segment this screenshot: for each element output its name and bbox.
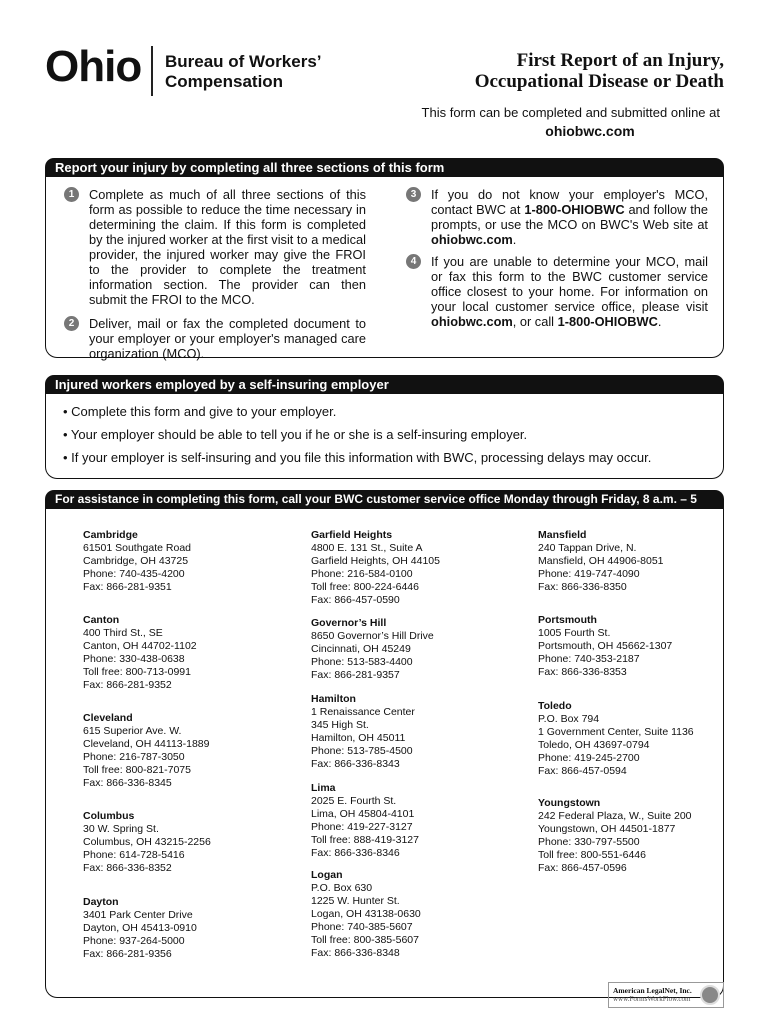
office-detail-line: Phone: 216-584-0100: [311, 568, 413, 580]
office-name: Logan: [311, 869, 343, 881]
office-detail-line: P.O. Box 630: [311, 882, 373, 894]
office-entry: [83, 614, 197, 692]
office-detail-line: Fax: 866-281-9357: [311, 669, 400, 681]
section-report-injury: [45, 158, 724, 361]
section-heading: For assistance in completing this form, call your BWC customer service office Monday through Friday, 8 a.m. – 5 p.m.: [45, 490, 724, 509]
office-detail-line: Fax: 866-281-9356: [83, 948, 172, 960]
office-name: Lima: [311, 782, 336, 794]
phone-number: 1-800-OHIOBWC: [524, 202, 625, 217]
office-detail-line: Phone: 419-227-3127: [311, 821, 413, 833]
instruction-text: If you are unable to determine your MCO, mail or fax this form to the BWC customer service office closest to your home. For information on your local customer service office, please visit: [431, 254, 708, 314]
office-name: Cleveland: [83, 712, 133, 724]
ohio-logo: Ohio: [45, 42, 142, 91]
office-detail-line: Cleveland, OH 44113-1889: [83, 738, 210, 750]
office-detail-line: Toll free: 800-224-6446: [311, 581, 419, 593]
office-detail-line: Phone: 330-797-5500: [538, 836, 640, 848]
office-detail-line: Phone: 513-583-4400: [311, 656, 413, 668]
office-detail-line: Fax: 866-457-0594: [538, 765, 627, 777]
office-entry: [83, 810, 211, 875]
office-detail-line: Toledo, OH 43697-0794: [538, 739, 650, 751]
phone-number: 1-800-OHIOBWC: [557, 314, 658, 329]
office-detail-line: Fax: 866-281-9351: [83, 581, 172, 593]
office-name: Garfield Heights: [311, 529, 393, 541]
office-detail-line: Garfield Heights, OH 44105: [311, 555, 440, 567]
office-detail-line: Fax: 866-336-8348: [311, 947, 400, 959]
office-entry: [311, 617, 434, 682]
website-link[interactable]: ohiobwc.com: [431, 232, 513, 247]
instruction-text: and follow the prompts, or use the MCO on BWC's Web site at: [431, 202, 708, 232]
office-detail-line: Phone: 937-264-5000: [83, 935, 185, 947]
section-heading: Report your injury by completing all three sections of this form: [45, 158, 724, 177]
instruction-text: , or call: [512, 314, 558, 329]
office-name: Mansfield: [538, 529, 587, 541]
office-detail-line: 615 Superior Ave. W.: [83, 725, 182, 737]
office-detail-line: Cambridge, OH 43725: [83, 555, 189, 567]
office-entry: [311, 782, 419, 860]
office-detail-line: Canton, OH 44702-1102: [83, 640, 197, 652]
office-detail-line: Logan, OH 43138-0630: [311, 908, 421, 920]
office-detail-line: Dayton, OH 45413-0910: [83, 922, 197, 934]
section-body: [45, 394, 724, 479]
office-detail-line: 1 Renaissance Center: [311, 706, 415, 718]
office-detail-line: 242 Federal Plaza, W., Suite 200: [538, 810, 692, 822]
footer-company: American LegalNet, Inc.: [613, 986, 692, 995]
office-entry: [311, 869, 421, 960]
office-detail-line: 1225 W. Hunter St.: [311, 895, 400, 907]
office-entry: [538, 700, 694, 778]
office-detail-line: Fax: 866-336-8345: [83, 777, 172, 789]
office-entry: [83, 896, 197, 961]
office-name: Cambridge: [83, 529, 138, 541]
office-name: Canton: [83, 614, 120, 626]
office-detail-line: Fax: 866-336-8350: [538, 581, 627, 593]
office-detail-line: Toll free: 800-713-0991: [83, 666, 191, 678]
instruction-item-4: [406, 254, 708, 329]
office-detail-line: 4800 E. 131 St., Suite A: [311, 542, 423, 554]
website-link[interactable]: ohiobwc.com: [431, 314, 513, 329]
office-detail-line: Fax: 866-336-8346: [311, 847, 400, 859]
office-detail-line: Lima, OH 45804-4101: [311, 808, 415, 820]
office-name: Dayton: [83, 896, 119, 908]
office-detail-line: Columbus, OH 43215-2256: [83, 836, 211, 848]
online-text: This form can be completed and submitted online at: [421, 105, 720, 120]
office-entry: [83, 529, 191, 594]
bullet-item: • If your employer is self-insuring and you file this information with BWC, processing delays may occur.: [63, 450, 652, 465]
office-detail-line: 345 High St.: [311, 719, 369, 731]
office-name: Toledo: [538, 700, 572, 712]
office-detail-line: Fax: 866-336-8352: [83, 862, 172, 874]
office-detail-line: Toll free: 800-551-6446: [538, 849, 646, 861]
section-body: [45, 509, 724, 998]
office-entry: [538, 797, 692, 875]
instruction-text: Complete as much of all three sections of this form as possible to reduce the time necessary in determining the claim. If this form is completed by the injured worker at the first visit to a medical provider, the injured worker may give the FROI to the provider to complete the treatment information section. The provider can then submit the FROI to the MCO.: [89, 187, 366, 307]
office-detail-line: Fax: 866-336-8353: [538, 666, 627, 678]
office-detail-line: Phone: 216-787-3050: [83, 751, 185, 763]
section-customer-service-offices: [45, 490, 724, 998]
instruction-text: .: [657, 314, 662, 329]
office-detail-line: Phone: 740-353-2187: [538, 653, 640, 665]
office-detail-line: 3401 Park Center Drive: [83, 909, 193, 921]
step-number-badge: 3: [406, 187, 421, 202]
office-detail-line: Fax: 866-457-0590: [311, 594, 400, 606]
office-detail-line: Phone: 740-385-5607: [311, 921, 413, 933]
office-detail-line: 1005 Fourth St.: [538, 627, 611, 639]
bullet-item: • Your employer should be able to tell you if he or she is a self-insuring employer.: [63, 427, 528, 442]
instruction-text: If you do not know your employer's MCO, contact BWC at: [431, 187, 708, 217]
office-detail-line: Phone: 614-728-5416: [83, 849, 185, 861]
logo-divider: [151, 46, 153, 96]
office-name: Hamilton: [311, 693, 356, 705]
office-name: Youngstown: [538, 797, 601, 809]
form-title-line-1: First Report of an Injury,: [516, 50, 724, 71]
office-name: Columbus: [83, 810, 135, 822]
office-detail-line: Youngstown, OH 44501-1877: [538, 823, 676, 835]
office-detail-line: Cincinnati, OH 45249: [311, 643, 411, 655]
office-detail-line: Phone: 330-438-0638: [83, 653, 185, 665]
office-name: Governor’s Hill: [311, 617, 387, 629]
office-detail-line: Phone: 513-785-4500: [311, 745, 413, 757]
instruction-item-3: [406, 187, 708, 247]
office-detail-line: Toll free: 800-821-7075: [83, 764, 191, 776]
office-entry: [538, 614, 672, 679]
step-number-badge: 2: [64, 316, 79, 331]
office-entry: [311, 693, 415, 771]
section-heading: Injured workers employed by a self-insuring employer: [45, 375, 724, 394]
section-body: [45, 177, 724, 361]
american-legalnet-logo: [608, 982, 724, 1008]
office-entry: [538, 529, 664, 594]
seal-icon: [700, 985, 720, 1005]
office-detail-line: Phone: 740-435-4200: [83, 568, 185, 580]
office-detail-line: 240 Tappan Drive, N.: [538, 542, 637, 554]
office-detail-line: Fax: 866-457-0596: [538, 862, 627, 874]
office-name: Portsmouth: [538, 614, 597, 626]
step-number-badge: 4: [406, 254, 421, 269]
instruction-text: .: [512, 232, 517, 247]
instructions-left-column: [64, 187, 366, 368]
office-detail-line: 2025 E. Fourth St.: [311, 795, 397, 807]
office-detail-line: 61501 Southgate Road: [83, 542, 192, 554]
bureau-name: [165, 52, 322, 92]
footer-website[interactable]: www.FormsWorkFlow.com: [613, 995, 691, 1003]
instructions-right-column: [406, 187, 708, 336]
office-entry: [311, 529, 440, 607]
office-detail-line: 400 Third St., SE: [83, 627, 163, 639]
form-title: [364, 50, 724, 92]
section-self-insuring: [45, 375, 724, 479]
office-detail-line: 30 W. Spring St.: [83, 823, 159, 835]
office-detail-line: Phone: 419-245-2700: [538, 752, 640, 764]
office-entry: [83, 712, 209, 790]
online-url-link[interactable]: ohiobwc.com: [545, 123, 635, 139]
bullet-item: • Complete this form and give to your employer.: [63, 404, 337, 419]
office-detail-line: Toll free: 800-385-5607: [311, 934, 419, 946]
office-detail-line: Fax: 866-281-9352: [83, 679, 172, 691]
office-detail-line: Portsmouth, OH 45662-1307: [538, 640, 673, 652]
office-detail-line: Phone: 419-747-4090: [538, 568, 640, 580]
instruction-item-2: [64, 316, 366, 361]
office-detail-line: Hamilton, OH 45011: [311, 732, 406, 744]
online-notice: [320, 104, 720, 140]
office-detail-line: P.O. Box 794: [538, 713, 600, 725]
bureau-line-2: Compensation: [165, 72, 284, 91]
step-number-badge: 1: [64, 187, 79, 202]
office-detail-line: Fax: 866-336-8343: [311, 758, 400, 770]
form-title-line-2: Occupational Disease or Death: [474, 71, 724, 92]
office-detail-line: 8650 Governor’s Hill Drive: [311, 630, 434, 642]
office-detail-line: 1 Government Center, Suite 1136: [538, 726, 694, 738]
office-detail-line: Mansfield, OH 44906-8051: [538, 555, 664, 567]
office-detail-line: Toll free: 888-419-3127: [311, 834, 419, 846]
bureau-line-1: Bureau of Workers’: [165, 52, 322, 71]
instruction-item-1: [64, 187, 366, 307]
instruction-text: Deliver, mail or fax the completed document to your employer or your employer's managed care organization (MCO).: [89, 316, 366, 361]
